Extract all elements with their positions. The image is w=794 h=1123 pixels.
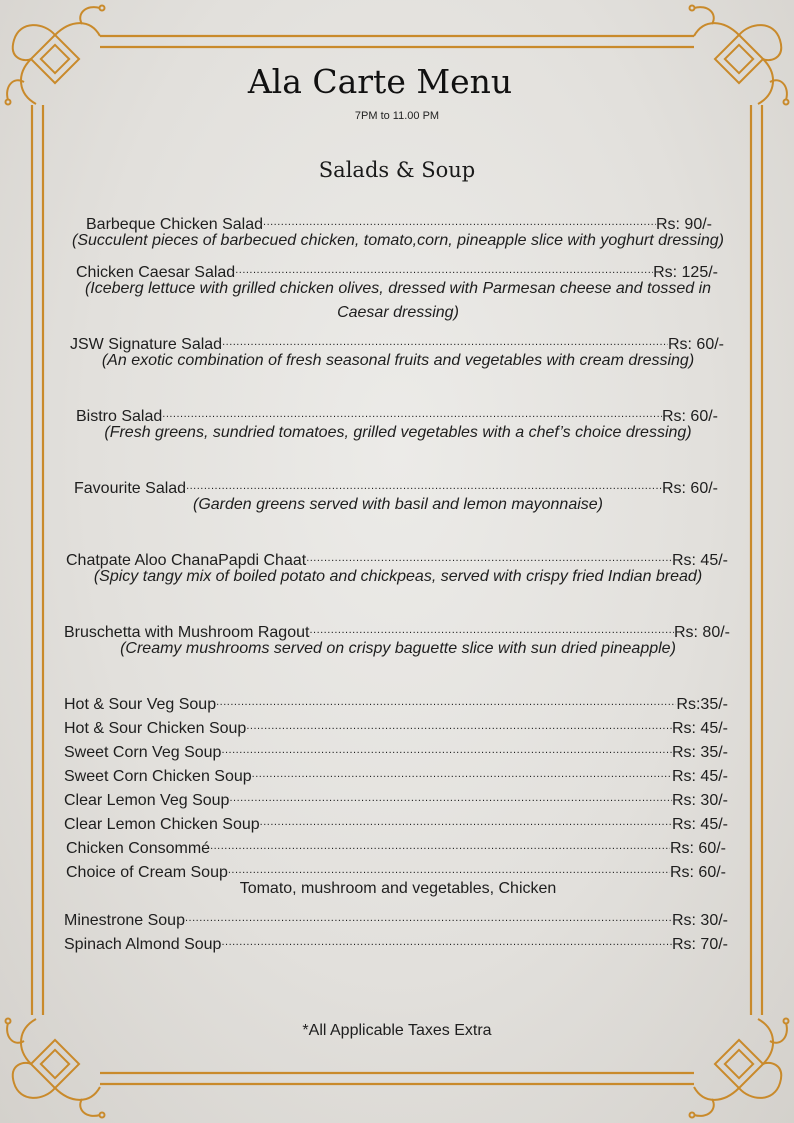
- dot-leader: [306, 541, 672, 565]
- item-price: Rs: 60/-: [661, 480, 718, 497]
- item-price: Rs: 60/-: [667, 336, 724, 353]
- dot-leader: [228, 853, 670, 877]
- dot-leader: [185, 901, 672, 925]
- item-name: Clear Lemon Chicken Soup: [64, 816, 260, 833]
- soup-item: [62, 685, 734, 713]
- cream-soup-options: Tomato, mushroom and vegetables, Chicken: [239, 880, 557, 897]
- item-name: Bistro Salad: [76, 408, 163, 425]
- item-name: Clear Lemon Veg Soup: [64, 792, 230, 809]
- item-name: Choice of Cream Soup: [66, 864, 228, 881]
- item-name: Chatpate Aloo ChanaPapdi Chaat: [66, 552, 307, 569]
- menu-item: [62, 469, 734, 497]
- dot-leader: [309, 613, 674, 637]
- item-description: (An exotic combination of fresh seasonal fruits and vegetables with cream dressing): [101, 352, 695, 369]
- item-price: Rs: 70/-: [671, 936, 728, 953]
- soup-item: [62, 901, 734, 929]
- dot-leader: [216, 685, 676, 709]
- item-name: Minestrone Soup: [64, 912, 185, 929]
- menu-item: [62, 397, 734, 425]
- item-price: Rs: 45/-: [671, 768, 728, 785]
- dot-leader: [229, 781, 672, 805]
- item-price: Rs: 30/-: [671, 912, 728, 929]
- menu-item: [62, 253, 734, 281]
- taxes-note: *All Applicable Taxes Extra: [302, 1022, 492, 1039]
- item-name: Chicken Consommé: [66, 840, 211, 857]
- service-hours: 7PM to 11.00 PM: [354, 110, 440, 122]
- dot-leader: [252, 757, 672, 781]
- item-price: Rs: 125/-: [653, 264, 718, 281]
- dot-leader: [162, 397, 662, 421]
- item-description: (Creamy mushrooms served on crispy baguette slice with sun dried pineapple): [120, 640, 676, 657]
- item-name: Chicken Caesar Salad: [76, 264, 236, 281]
- menu-item: [62, 541, 734, 569]
- item-description: (Succulent pieces of barbecued chicken, tomato,corn, pineapple slice with yoghurt dressing): [72, 232, 724, 249]
- dot-leader: [221, 925, 672, 949]
- item-name: JSW Signature Salad: [70, 336, 223, 353]
- menu-list: [62, 205, 734, 953]
- dot-leader: [221, 733, 672, 757]
- item-price: Rs: 45/-: [671, 720, 728, 737]
- item-name: Sweet Corn Chicken Soup: [64, 768, 252, 785]
- item-name: Bruschetta with Mushroom Ragout: [64, 624, 310, 641]
- menu-item: [62, 205, 734, 233]
- item-name: Sweet Corn Veg Soup: [64, 744, 222, 761]
- item-price: Rs: 30/-: [671, 792, 728, 809]
- item-description: (Iceberg lettuce with grilled chicken olives, dressed with Parmesan cheese and tossed in Caesar dressing): [84, 280, 712, 321]
- dot-leader: [210, 829, 670, 853]
- item-price: Rs: 35/-: [671, 744, 728, 761]
- dot-leader: [235, 253, 653, 277]
- item-price: Rs: 45/-: [671, 816, 728, 833]
- item-name: Favourite Salad: [74, 480, 187, 497]
- item-price: Rs: 80/-: [673, 624, 730, 641]
- item-description: (Fresh greens, sundried tomatoes, grilled vegetables with a chef’s choice dressing): [104, 424, 692, 441]
- item-price: Rs:35/-: [676, 696, 728, 713]
- item-name: Hot & Sour Veg Soup: [64, 696, 217, 713]
- item-price: Rs: 60/-: [669, 864, 726, 881]
- item-price: Rs: 45/-: [671, 552, 728, 569]
- dot-leader: [246, 709, 672, 733]
- item-price: Rs: 60/-: [669, 840, 726, 857]
- dot-leader: [263, 205, 656, 229]
- item-price: Rs: 60/-: [661, 408, 718, 425]
- section-title: Salads & Soup: [318, 158, 476, 182]
- menu-item: [62, 613, 734, 641]
- menu-item: [62, 325, 734, 353]
- item-description: (Spicy tangy mix of boiled potato and chickpeas, served with crispy fried Indian bread): [93, 568, 703, 585]
- item-name: Hot & Sour Chicken Soup: [64, 720, 247, 737]
- item-description: (Garden greens served with basil and lemon mayonnaise): [193, 496, 603, 513]
- item-name: Barbeque Chicken Salad: [86, 216, 264, 233]
- item-price: Rs: 90/-: [655, 216, 712, 233]
- item-name: Spinach Almond Soup: [64, 936, 222, 953]
- page-title: Ala Carte Menu: [247, 62, 513, 101]
- dot-leader: [260, 805, 672, 829]
- dot-leader: [222, 325, 668, 349]
- dot-leader: [186, 469, 662, 493]
